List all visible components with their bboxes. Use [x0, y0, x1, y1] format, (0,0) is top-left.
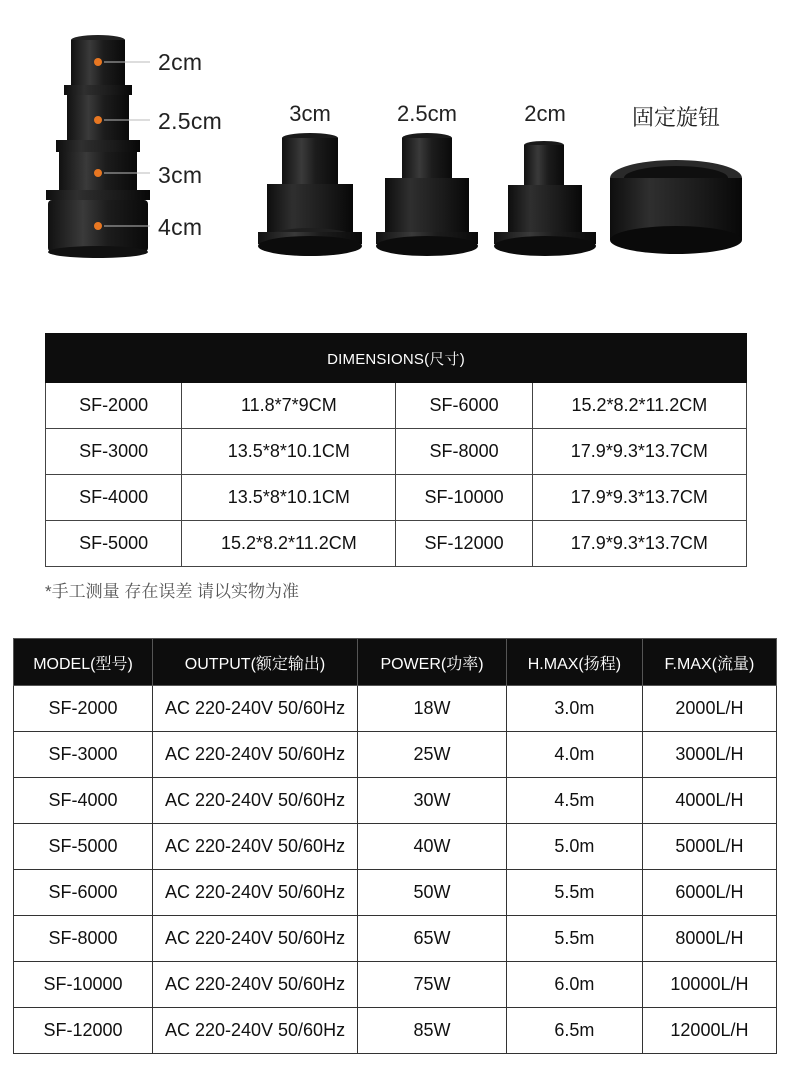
column-header: MODEL(型号) — [14, 639, 153, 686]
spec-cell: SF-2000 — [14, 686, 153, 732]
model-cell: SF-2000 — [46, 383, 182, 429]
column-header: OUTPUT(额定输出) — [153, 639, 358, 686]
spec-cell: AC 220-240V 50/60Hz — [153, 778, 358, 824]
dimension-cell: 13.5*8*10.1CM — [182, 429, 396, 475]
spec-cell: SF-10000 — [14, 962, 153, 1008]
spec-cell: 10000L/H — [642, 962, 776, 1008]
table-row — [14, 870, 777, 916]
spec-cell: 75W — [358, 962, 507, 1008]
dimension-cell: 17.9*9.3*13.7CM — [532, 521, 746, 567]
column-header: POWER(功率) — [358, 639, 507, 686]
fitting-2cm-icon — [494, 141, 596, 256]
spec-cell: 4000L/H — [642, 778, 776, 824]
fitting-2-5cm-icon — [376, 133, 478, 256]
spec-cell: SF-5000 — [14, 824, 153, 870]
dimension-cell: 13.5*8*10.1CM — [182, 475, 396, 521]
column-header: F.MAX(流量) — [642, 639, 776, 686]
table-row — [46, 475, 747, 521]
stepped-adapter-icon — [46, 35, 150, 258]
fitting-3cm-icon — [258, 133, 362, 256]
table-row — [14, 686, 777, 732]
spec-cell: 25W — [358, 732, 507, 778]
spec-cell: 18W — [358, 686, 507, 732]
spec-cell: 6000L/H — [642, 870, 776, 916]
spec-cell: 50W — [358, 870, 507, 916]
dimension-cell: 17.9*9.3*13.7CM — [532, 429, 746, 475]
dimension-cell: 15.2*8.2*11.2CM — [182, 521, 396, 567]
part-label-2cm: 2cm — [524, 101, 566, 126]
part-label-2-5cm: 2.5cm — [397, 101, 457, 126]
fixing-nut-icon — [610, 160, 742, 254]
spec-cell: AC 220-240V 50/60Hz — [153, 1008, 358, 1054]
model-cell: SF-12000 — [396, 521, 532, 567]
spec-cell: 8000L/H — [642, 916, 776, 962]
spec-cell: AC 220-240V 50/60Hz — [153, 962, 358, 1008]
spec-cell: AC 220-240V 50/60Hz — [153, 732, 358, 778]
stack-label-4cm: 4cm — [158, 214, 203, 240]
spec-cell: 2000L/H — [642, 686, 776, 732]
specifications-table — [13, 638, 777, 1054]
spec-cell: 65W — [358, 916, 507, 962]
spec-cell: 5.0m — [506, 824, 642, 870]
product-photo — [0, 0, 790, 300]
model-cell: SF-8000 — [396, 429, 532, 475]
dimension-cell: 11.8*7*9CM — [182, 383, 396, 429]
hose-adapter-illustration — [0, 0, 790, 300]
spec-cell: SF-6000 — [14, 870, 153, 916]
part-label-fixing-nut: 固定旋钮 — [631, 105, 720, 130]
dimensions-title: DIMENSIONS(尺寸) — [46, 334, 747, 383]
model-cell: SF-3000 — [46, 429, 182, 475]
spec-cell: AC 220-240V 50/60Hz — [153, 916, 358, 962]
table-row — [46, 383, 747, 429]
spec-cell: 6.5m — [506, 1008, 642, 1054]
dimension-cell: 15.2*8.2*11.2CM — [532, 383, 746, 429]
model-cell: SF-10000 — [396, 475, 532, 521]
column-header: H.MAX(扬程) — [506, 639, 642, 686]
table-row — [14, 732, 777, 778]
spec-cell: AC 220-240V 50/60Hz — [153, 824, 358, 870]
spec-cell: 5000L/H — [642, 824, 776, 870]
part-label-3cm: 3cm — [289, 101, 331, 126]
table-row — [14, 778, 777, 824]
spec-cell: 12000L/H — [642, 1008, 776, 1054]
dimensions-table — [45, 333, 747, 567]
table-row — [14, 1008, 777, 1054]
spec-cell: 40W — [358, 824, 507, 870]
spec-cell: 4.0m — [506, 732, 642, 778]
spec-cell: 3000L/H — [642, 732, 776, 778]
spec-cell: 4.5m — [506, 778, 642, 824]
spec-cell: AC 220-240V 50/60Hz — [153, 870, 358, 916]
model-cell: SF-6000 — [396, 383, 532, 429]
spec-cell: SF-4000 — [14, 778, 153, 824]
stack-label-2cm: 2cm — [158, 49, 203, 75]
table-row — [46, 521, 747, 567]
spec-cell: 85W — [358, 1008, 507, 1054]
dimension-cell: 17.9*9.3*13.7CM — [532, 475, 746, 521]
spec-cell: SF-12000 — [14, 1008, 153, 1054]
spec-cell: 3.0m — [506, 686, 642, 732]
spec-cell: 30W — [358, 778, 507, 824]
table-row — [46, 429, 747, 475]
table-row — [14, 916, 777, 962]
stack-label-2-5cm: 2.5cm — [158, 108, 223, 134]
model-cell: SF-5000 — [46, 521, 182, 567]
spec-cell: AC 220-240V 50/60Hz — [153, 686, 358, 732]
spec-cell: 5.5m — [506, 870, 642, 916]
spec-cell: SF-3000 — [14, 732, 153, 778]
stack-label-3cm: 3cm — [158, 162, 203, 188]
measurement-note: *手工测量 存在误差 请以实物为准 — [45, 582, 300, 601]
spec-cell: 6.0m — [506, 962, 642, 1008]
table-row — [14, 824, 777, 870]
table-row — [14, 962, 777, 1008]
model-cell: SF-4000 — [46, 475, 182, 521]
spec-cell: 5.5m — [506, 916, 642, 962]
spec-cell: SF-8000 — [14, 916, 153, 962]
